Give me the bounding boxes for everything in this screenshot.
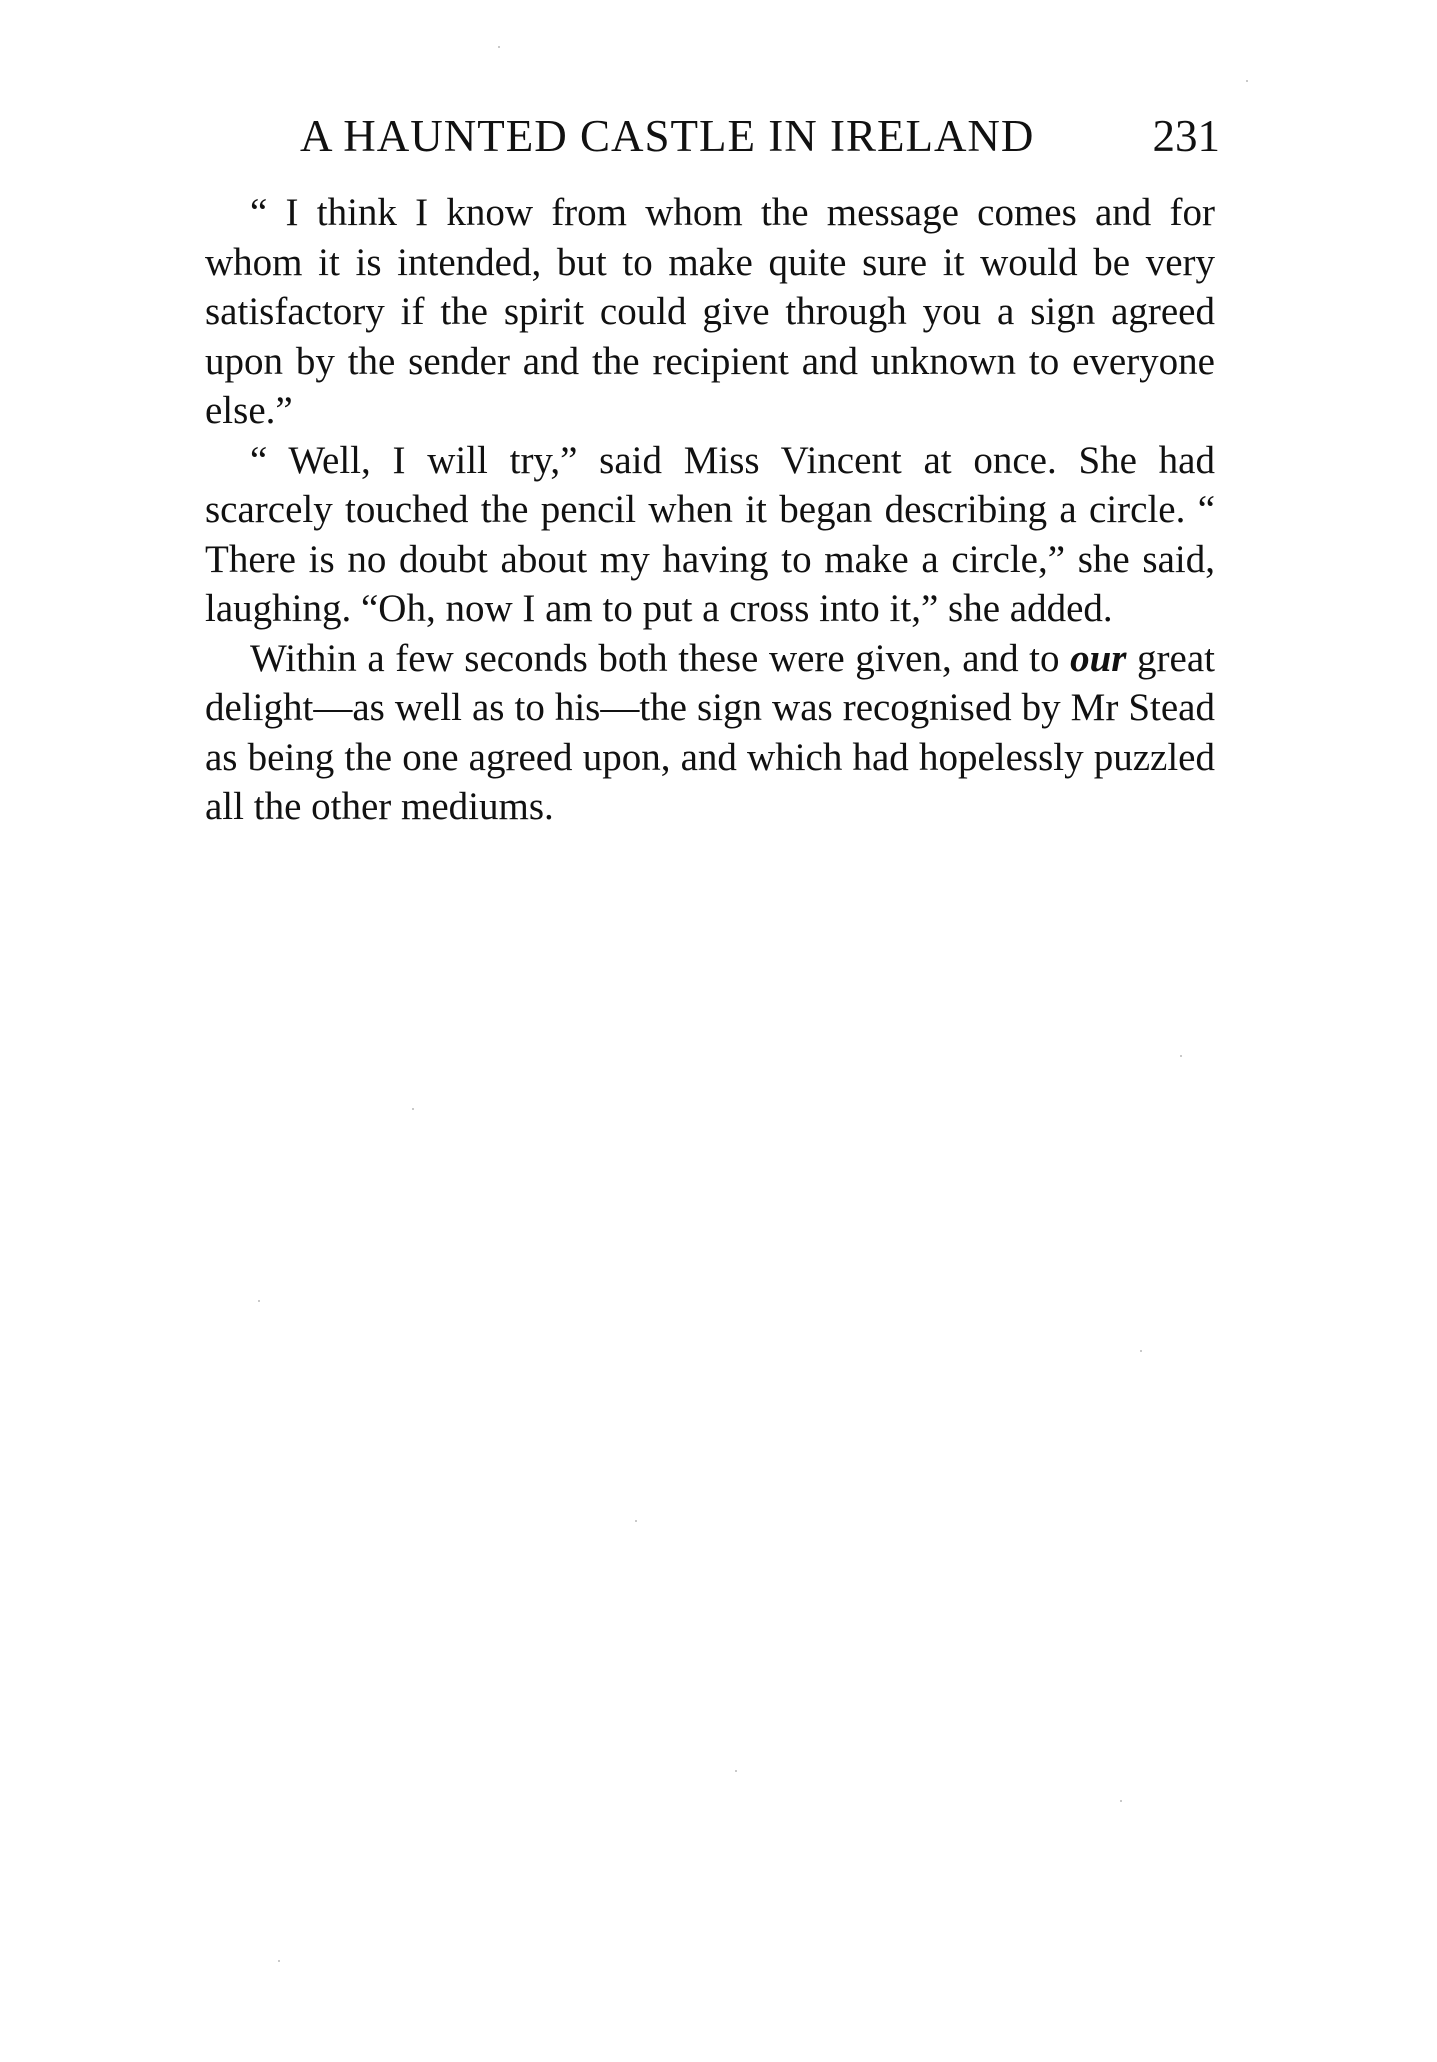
paragraph-3-after: great delight—as well as to his—the sign was recognised by Mr Stead as being the one agreed upon, and which had hopelessly puzzled all the other mediums. [205,636,1215,828]
scan-speck [258,1300,260,1302]
scan-speck [498,46,500,48]
scan-speck [278,1960,280,1962]
scan-speck [635,1520,637,1522]
scan-speck [412,1108,414,1110]
paragraph-2: “ Well, I will try,” said Miss Vincent at once. She had scarcely touched the pencil when it began describing a circle. “ There is no doubt about my having to make a circle,” she said, laughing. “Oh, now I am to put a cross into it,” she added. [205,438,1215,630]
scan-speck [1120,1800,1122,1802]
body-text [205,188,1215,832]
scan-speck [1246,80,1248,82]
scan-speck [735,1770,737,1772]
scan-speck [1140,1350,1142,1352]
scan-speck [1180,1055,1182,1057]
page-number: 231 [1152,111,1220,161]
paragraph-3-before: Within a few seconds both these were given, and to [250,636,1071,680]
paragraph-3 [205,634,1215,832]
paragraph-3-emphasis: our [1070,636,1127,680]
running-head [300,110,1220,170]
paragraph-1: “ I think I know from whom the message comes and for whom it is intended, but to make quite sure it would be very satisfactory if the spirit could give through you a sign agreed upon by the sender and the recipient and unknown to everyone else.” [205,191,1215,432]
running-title: A HAUNTED CASTLE IN IRELAND [300,111,1035,161]
